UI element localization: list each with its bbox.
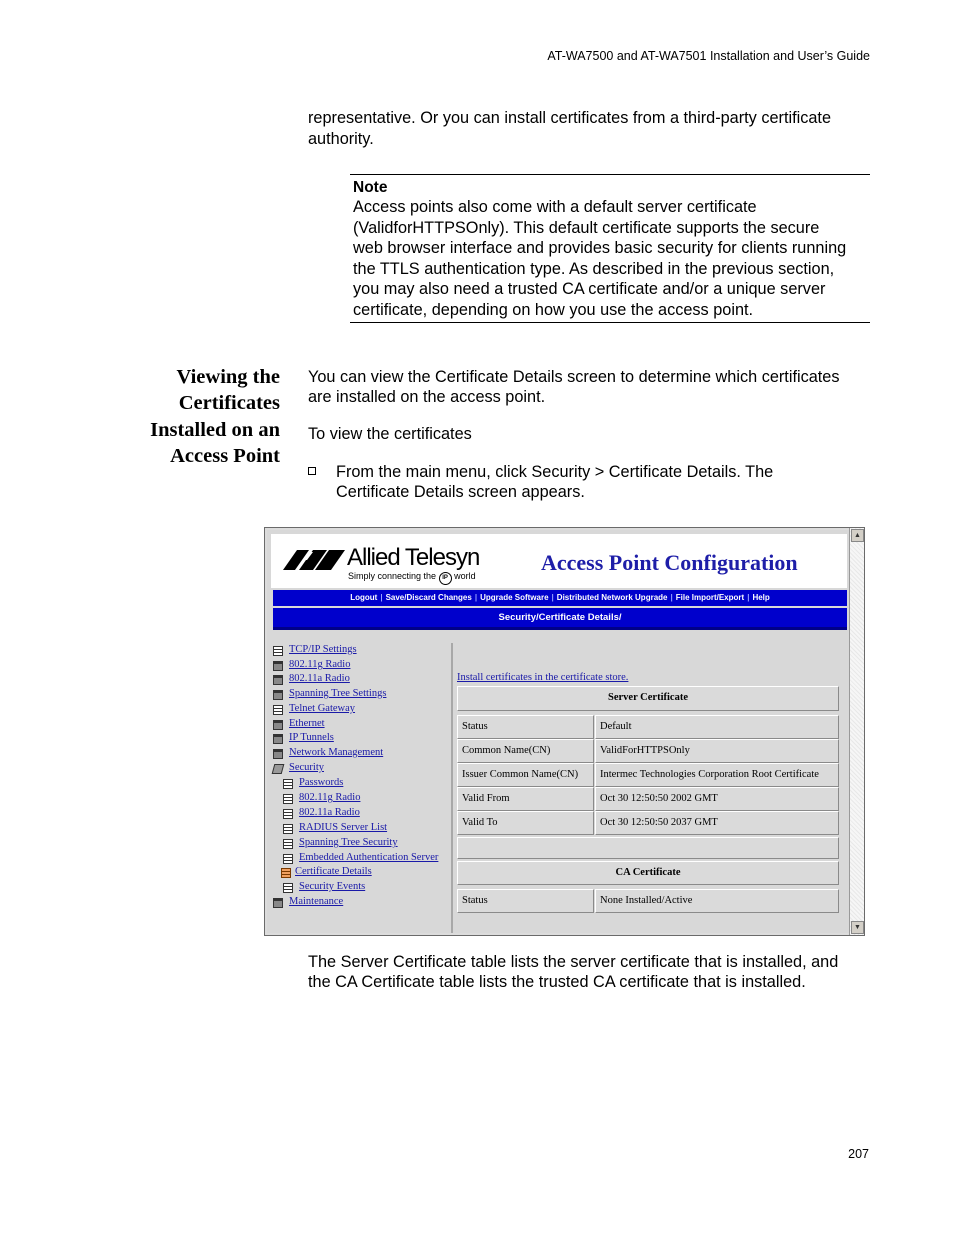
tree-item-radius[interactable]: RADIUS Server List [299, 822, 388, 833]
cert-value: Oct 30 12:50:50 2002 GMT [595, 787, 839, 811]
folder-icon [273, 720, 283, 730]
tree-item-ip-tunnels[interactable]: IP Tunnels [289, 732, 334, 743]
scroll-down-icon[interactable]: ▼ [851, 921, 864, 934]
vertical-scrollbar[interactable] [849, 528, 864, 935]
folder-icon [273, 690, 283, 700]
section-heading [120, 364, 280, 469]
tree-item-802-11g[interactable]: 802.11g Radio [289, 659, 351, 670]
tree-item-telnet[interactable]: Telnet Gateway [289, 703, 356, 714]
menu-logout[interactable]: Logout [350, 593, 378, 602]
page-icon [283, 824, 293, 834]
note-line: web browser interface and provides basic security for clients running [353, 239, 847, 257]
allied-telesyn-logo-icon [283, 550, 345, 570]
logo-name: Allied Telesyn [347, 544, 480, 571]
checkbox-bullet-icon [308, 467, 316, 475]
spacer-row [457, 837, 839, 859]
section-heading-line: Certificates [178, 392, 280, 415]
folder-icon [273, 734, 283, 744]
page-icon [283, 883, 293, 893]
page-icon [273, 646, 283, 656]
cert-value: Oct 30 12:50:50 2037 GMT [595, 811, 839, 835]
tree-item-embedded-auth[interactable]: Embedded Authentication Server [299, 852, 439, 863]
ca-label: Status [457, 889, 594, 913]
menu-save-discard[interactable]: Save/Discard Changes [385, 593, 472, 602]
folder-icon [273, 749, 283, 759]
page-icon [283, 809, 293, 819]
section-heading-line: Access Point [170, 444, 280, 467]
note-line: the TTLS authentication type. As described in the previous section, [353, 259, 835, 278]
page-title: Security/Certificate Details/ [273, 608, 847, 630]
nav-tree [271, 643, 453, 933]
tree-item-tcp-ip[interactable]: TCP/IP Settings [289, 644, 357, 655]
section-heading-line: Viewing the [176, 366, 280, 388]
section-para-2: To view the certificates [308, 425, 472, 443]
banner [271, 534, 847, 588]
tree-item-spanning-tree[interactable]: Spanning Tree Settings [289, 688, 387, 699]
menu-help[interactable]: Help [752, 593, 770, 602]
screenshot-certificate-details [264, 527, 865, 936]
install-certificates-link[interactable]: Install certificates in the certificate store. [457, 672, 629, 683]
app-title: Access Point Configuration [541, 550, 798, 575]
tree-item-security[interactable]: Security [289, 762, 324, 773]
folder-icon [273, 898, 283, 908]
folder-icon [273, 675, 283, 685]
tagline-end: world [454, 571, 476, 581]
bullet-line-2: Certificate Details screen appears. [336, 483, 585, 501]
menu-file-import-export[interactable]: File Import/Export [675, 593, 745, 602]
note-title: Note [353, 179, 388, 196]
cert-value: ValidForHTTPSOnly [595, 739, 839, 763]
note-line: you may also need a trusted CA certificate and/or a unique server [353, 280, 826, 298]
running-header: AT-WA7500 and AT-WA7501 Installation and User’s Guide [547, 49, 870, 63]
note-line: certificate, depending on how you use the access point. [353, 300, 754, 319]
tree-item-passwords[interactable]: Passwords [299, 777, 344, 788]
cert-label: Valid To [457, 811, 594, 835]
closing-line-2: the CA Certificate table lists the trusted CA certificate that is installed. [308, 973, 806, 991]
content-pane [455, 643, 850, 933]
tree-item-sec-802-11a[interactable]: 802.11a Radio [299, 807, 360, 818]
tree-item-sec-802-11g[interactable]: 802.11g Radio [299, 792, 361, 803]
tree-item-maintenance[interactable]: Maintenance [289, 896, 344, 907]
browser-content [267, 530, 850, 933]
tree-item-certificate-details[interactable]: Certificate Details [295, 866, 372, 877]
tree-item-ethernet[interactable]: Ethernet [289, 718, 325, 729]
open-folder-icon [272, 764, 285, 774]
page-icon [283, 839, 293, 849]
tree-item-802-11a[interactable]: 802.11a Radio [289, 673, 350, 684]
section-para-1-line-2: are installed on the access point. [308, 388, 546, 406]
page-icon [273, 705, 283, 715]
ca-certificate-heading: CA Certificate [457, 861, 839, 885]
page-icon [283, 794, 293, 804]
cert-value: Intermec Technologies Corporation Root Certificate [595, 763, 839, 787]
menu-upgrade-software[interactable]: Upgrade Software [480, 593, 549, 602]
menu-distributed-upgrade[interactable]: Distributed Network Upgrade [556, 593, 668, 602]
ip-circle-icon: IP [439, 572, 452, 585]
note-line: (ValidforHTTPSOnly). This default certificate supports the secure [353, 218, 820, 237]
cert-label: Valid From [457, 787, 594, 811]
ca-value: None Installed/Active [595, 889, 839, 913]
section-heading-line: Installed on an [150, 418, 280, 441]
scroll-up-icon[interactable]: ▲ [851, 529, 864, 542]
section-para-1-line-1: You can view the Certificate Details screen to determine which certificates [308, 368, 840, 386]
cert-label: Common Name(CN) [457, 739, 594, 763]
tagline-text: Simply connecting the [348, 571, 437, 581]
folder-icon [273, 661, 283, 671]
bullet-line-1: From the main menu, click Security > Certificate Details. The [336, 463, 774, 481]
page-icon [283, 854, 293, 864]
note-box [350, 174, 870, 323]
tree-item-spanning-security[interactable]: Spanning Tree Security [299, 837, 398, 848]
logo-tagline [348, 571, 476, 585]
note-line: Access points also come with a default server certificate [353, 198, 757, 216]
tree-item-network-mgmt[interactable]: Network Management [289, 747, 384, 758]
server-certificate-heading: Server Certificate [457, 686, 839, 711]
page-icon [283, 779, 293, 789]
page-number: 207 [848, 1147, 869, 1161]
cert-label: Status [457, 715, 594, 739]
intro-line-1: representative. Or you can install certificates from a third-party certificate [308, 109, 832, 127]
tree-item-security-events[interactable]: Security Events [299, 881, 366, 892]
closing-line-1: The Server Certificate table lists the server certificate that is installed, and [308, 953, 839, 971]
menu-bar: Logout | Save/Discard Changes | Upgrade Software | Distributed Network Upgrade | File Import/Export | Help [273, 590, 847, 606]
intro-line-2: authority. [308, 130, 374, 148]
cert-label: Issuer Common Name(CN) [457, 763, 594, 787]
selected-page-icon [281, 868, 291, 878]
cert-value: Default [595, 715, 839, 739]
